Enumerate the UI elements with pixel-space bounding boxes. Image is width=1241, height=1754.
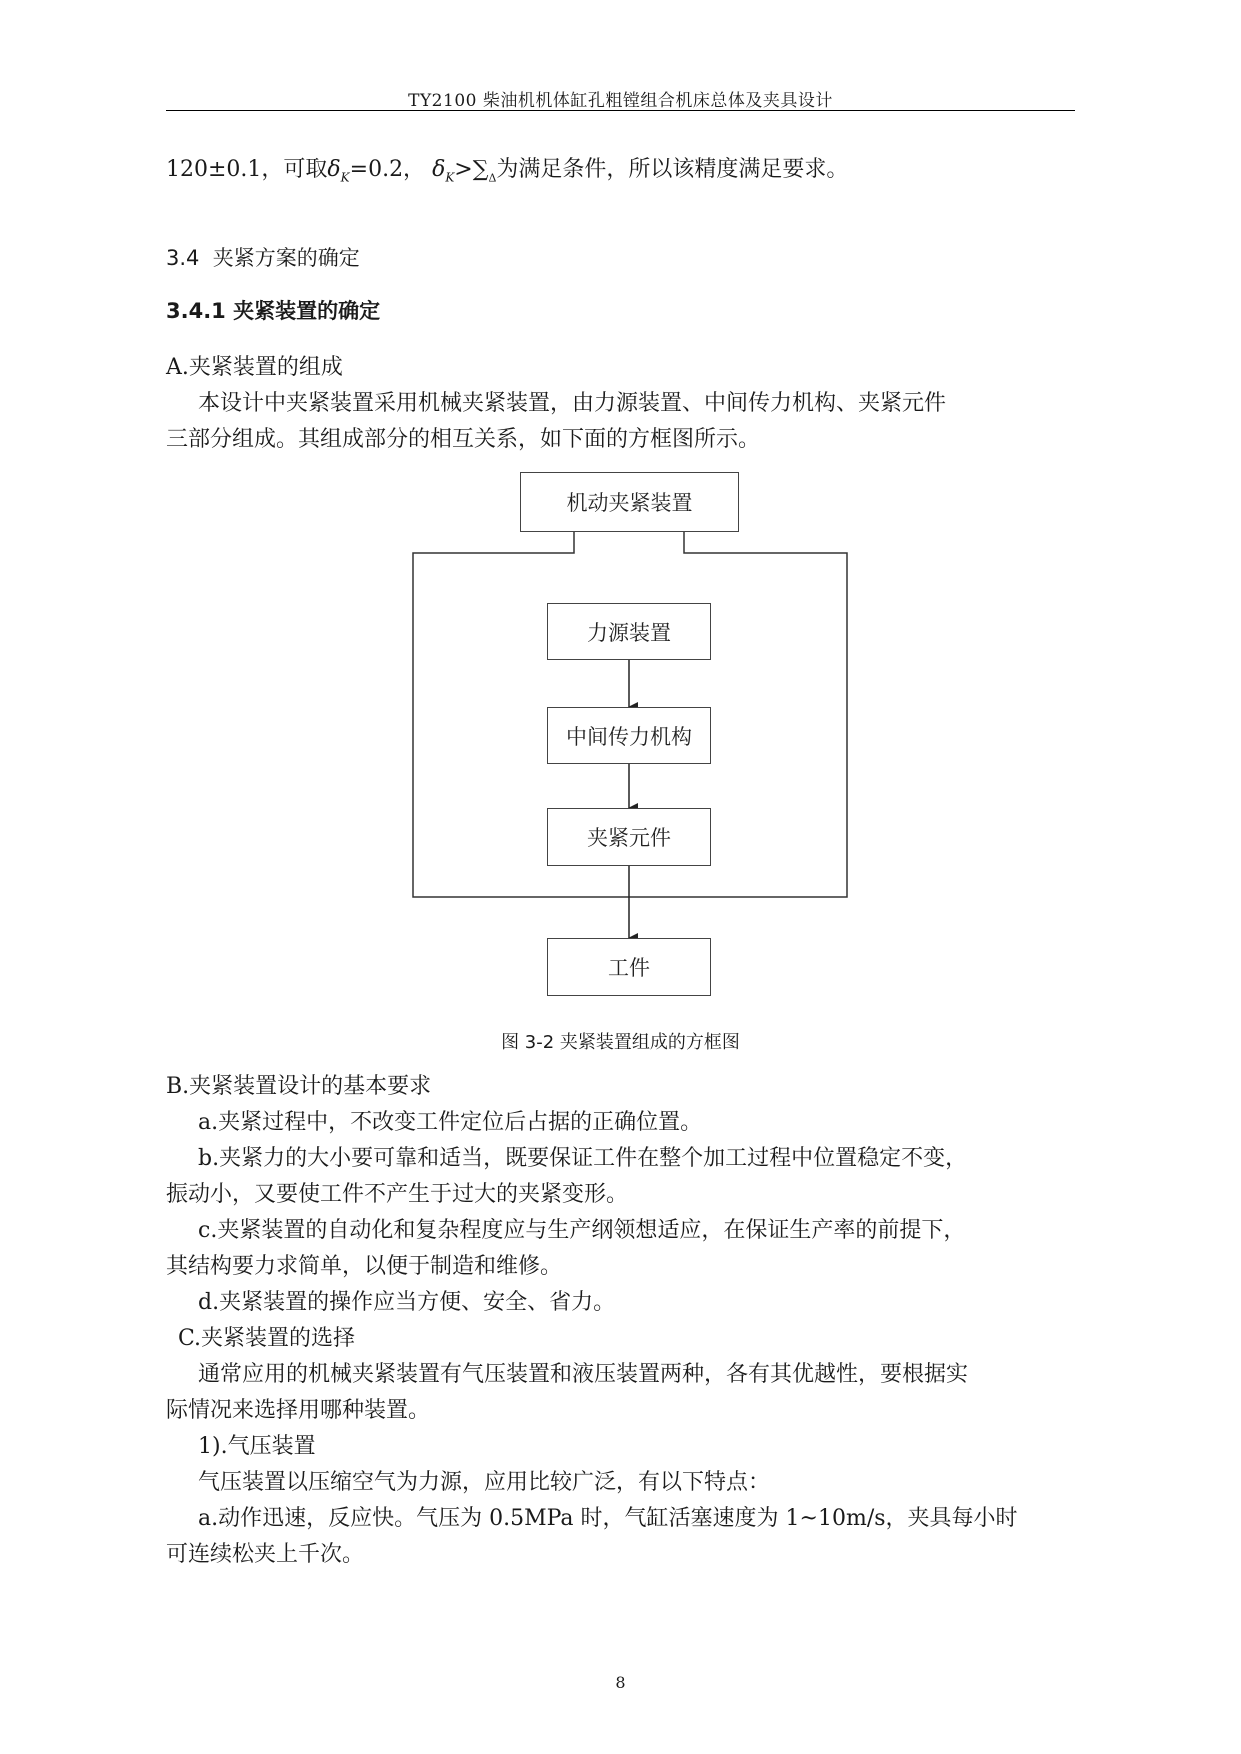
sum-symbol: ∑	[472, 157, 489, 182]
section-number: 3.4	[166, 246, 200, 270]
part-b-item-c-line1: c.夹紧装置的自动化和复杂程度应与生产纲领想适应，在保证生产率的前提下，	[198, 1218, 966, 1243]
box-clamping-element-label: 夹紧元件	[587, 826, 671, 850]
part-b-item-b-line1: b.夹紧力的大小要可靠和适当，既要保证工件在整个加工过程中位置稳定不变，	[198, 1146, 968, 1171]
pneumatic-device-intro: 气压装置以压缩空气为力源，应用比较广泛，有以下特点：	[198, 1470, 771, 1495]
section-title: 夹紧方案的确定	[212, 246, 360, 270]
part-b-item-c-line2: 其结构要力求简单，以便于制造和维修。	[166, 1254, 563, 1279]
part-a-heading: A.夹紧装置的组成	[166, 355, 343, 380]
part-b-item-b-line2: 振动小，又要使工件不产生于过大的夹紧变形。	[166, 1182, 629, 1207]
part-b-item-a: a.夹紧过程中，不改变工件定位后占据的正确位置。	[198, 1110, 703, 1135]
part-c-paragraph-line2: 际情况来选择用哪种装置。	[166, 1398, 431, 1423]
box-intermediate-transmission-label: 中间传力机构	[566, 724, 692, 749]
page-number: 8	[615, 1673, 626, 1692]
delta-subscript-k: K	[340, 170, 350, 185]
box-powered-clamping-device-label: 机动夹紧装置	[566, 491, 693, 515]
sum-subscript-delta: Δ	[488, 171, 497, 185]
box-powered-clamping-device	[520, 472, 739, 532]
box-power-source-label: 力源装置	[587, 620, 671, 645]
subsection-title: 夹紧装置的确定	[233, 299, 381, 323]
pneumatic-item-a-line2: 可连续松夹上千次。	[166, 1542, 365, 1567]
box-workpiece	[547, 938, 711, 996]
part-c-heading: C.夹紧装置的选择	[178, 1326, 356, 1351]
part-a-paragraph-line1: 本设计中夹紧装置采用机械夹紧装置，由力源装置、中间传力机构、夹紧元件	[198, 391, 947, 416]
greater-than-sign: >	[454, 157, 473, 182]
part-a-paragraph-line2: 三部分组成。其组成部分的相互关系，如下面的方框图所示。	[166, 427, 761, 452]
page-header: TY2100 柴油机机体缸孔粗镗组合机床总体及夹具设计	[408, 91, 833, 111]
part-b-item-d: d.夹紧装置的操作应当方便、安全、省力。	[198, 1290, 616, 1315]
pneumatic-item-a-line1: a.动作迅速，反应快。气压为 0.5MPa 时，气缸活塞速度为 1~10m/s，夹具每小时	[198, 1506, 1018, 1531]
part-c-paragraph-line1: 通常应用的机械夹紧装置有气压装置和液压装置两种，各有其优越性，要根据实	[198, 1362, 969, 1387]
conclusion-prefix: 120±0.1，可取	[166, 157, 328, 182]
part-b-heading: B.夹紧装置设计的基本要求	[166, 1074, 432, 1099]
box-clamping-element	[547, 808, 711, 866]
pneumatic-device-heading: 1).气压装置	[198, 1434, 316, 1459]
delta-subscript-k-2: K	[445, 170, 455, 185]
delta-value: =0.2，	[349, 157, 426, 182]
box-workpiece-label: 工件	[608, 956, 650, 980]
box-power-source	[547, 603, 711, 660]
delta-symbol: δ	[327, 157, 341, 182]
conclusion-suffix: 为满足条件，所以该精度满足要求。	[496, 157, 849, 182]
subsection-number: 3.4.1	[166, 299, 226, 323]
delta-symbol-2: δ	[432, 157, 446, 182]
box-intermediate-transmission	[547, 707, 711, 764]
figure-caption: 图 3-2 夹紧装置组成的方框图	[501, 1032, 740, 1053]
